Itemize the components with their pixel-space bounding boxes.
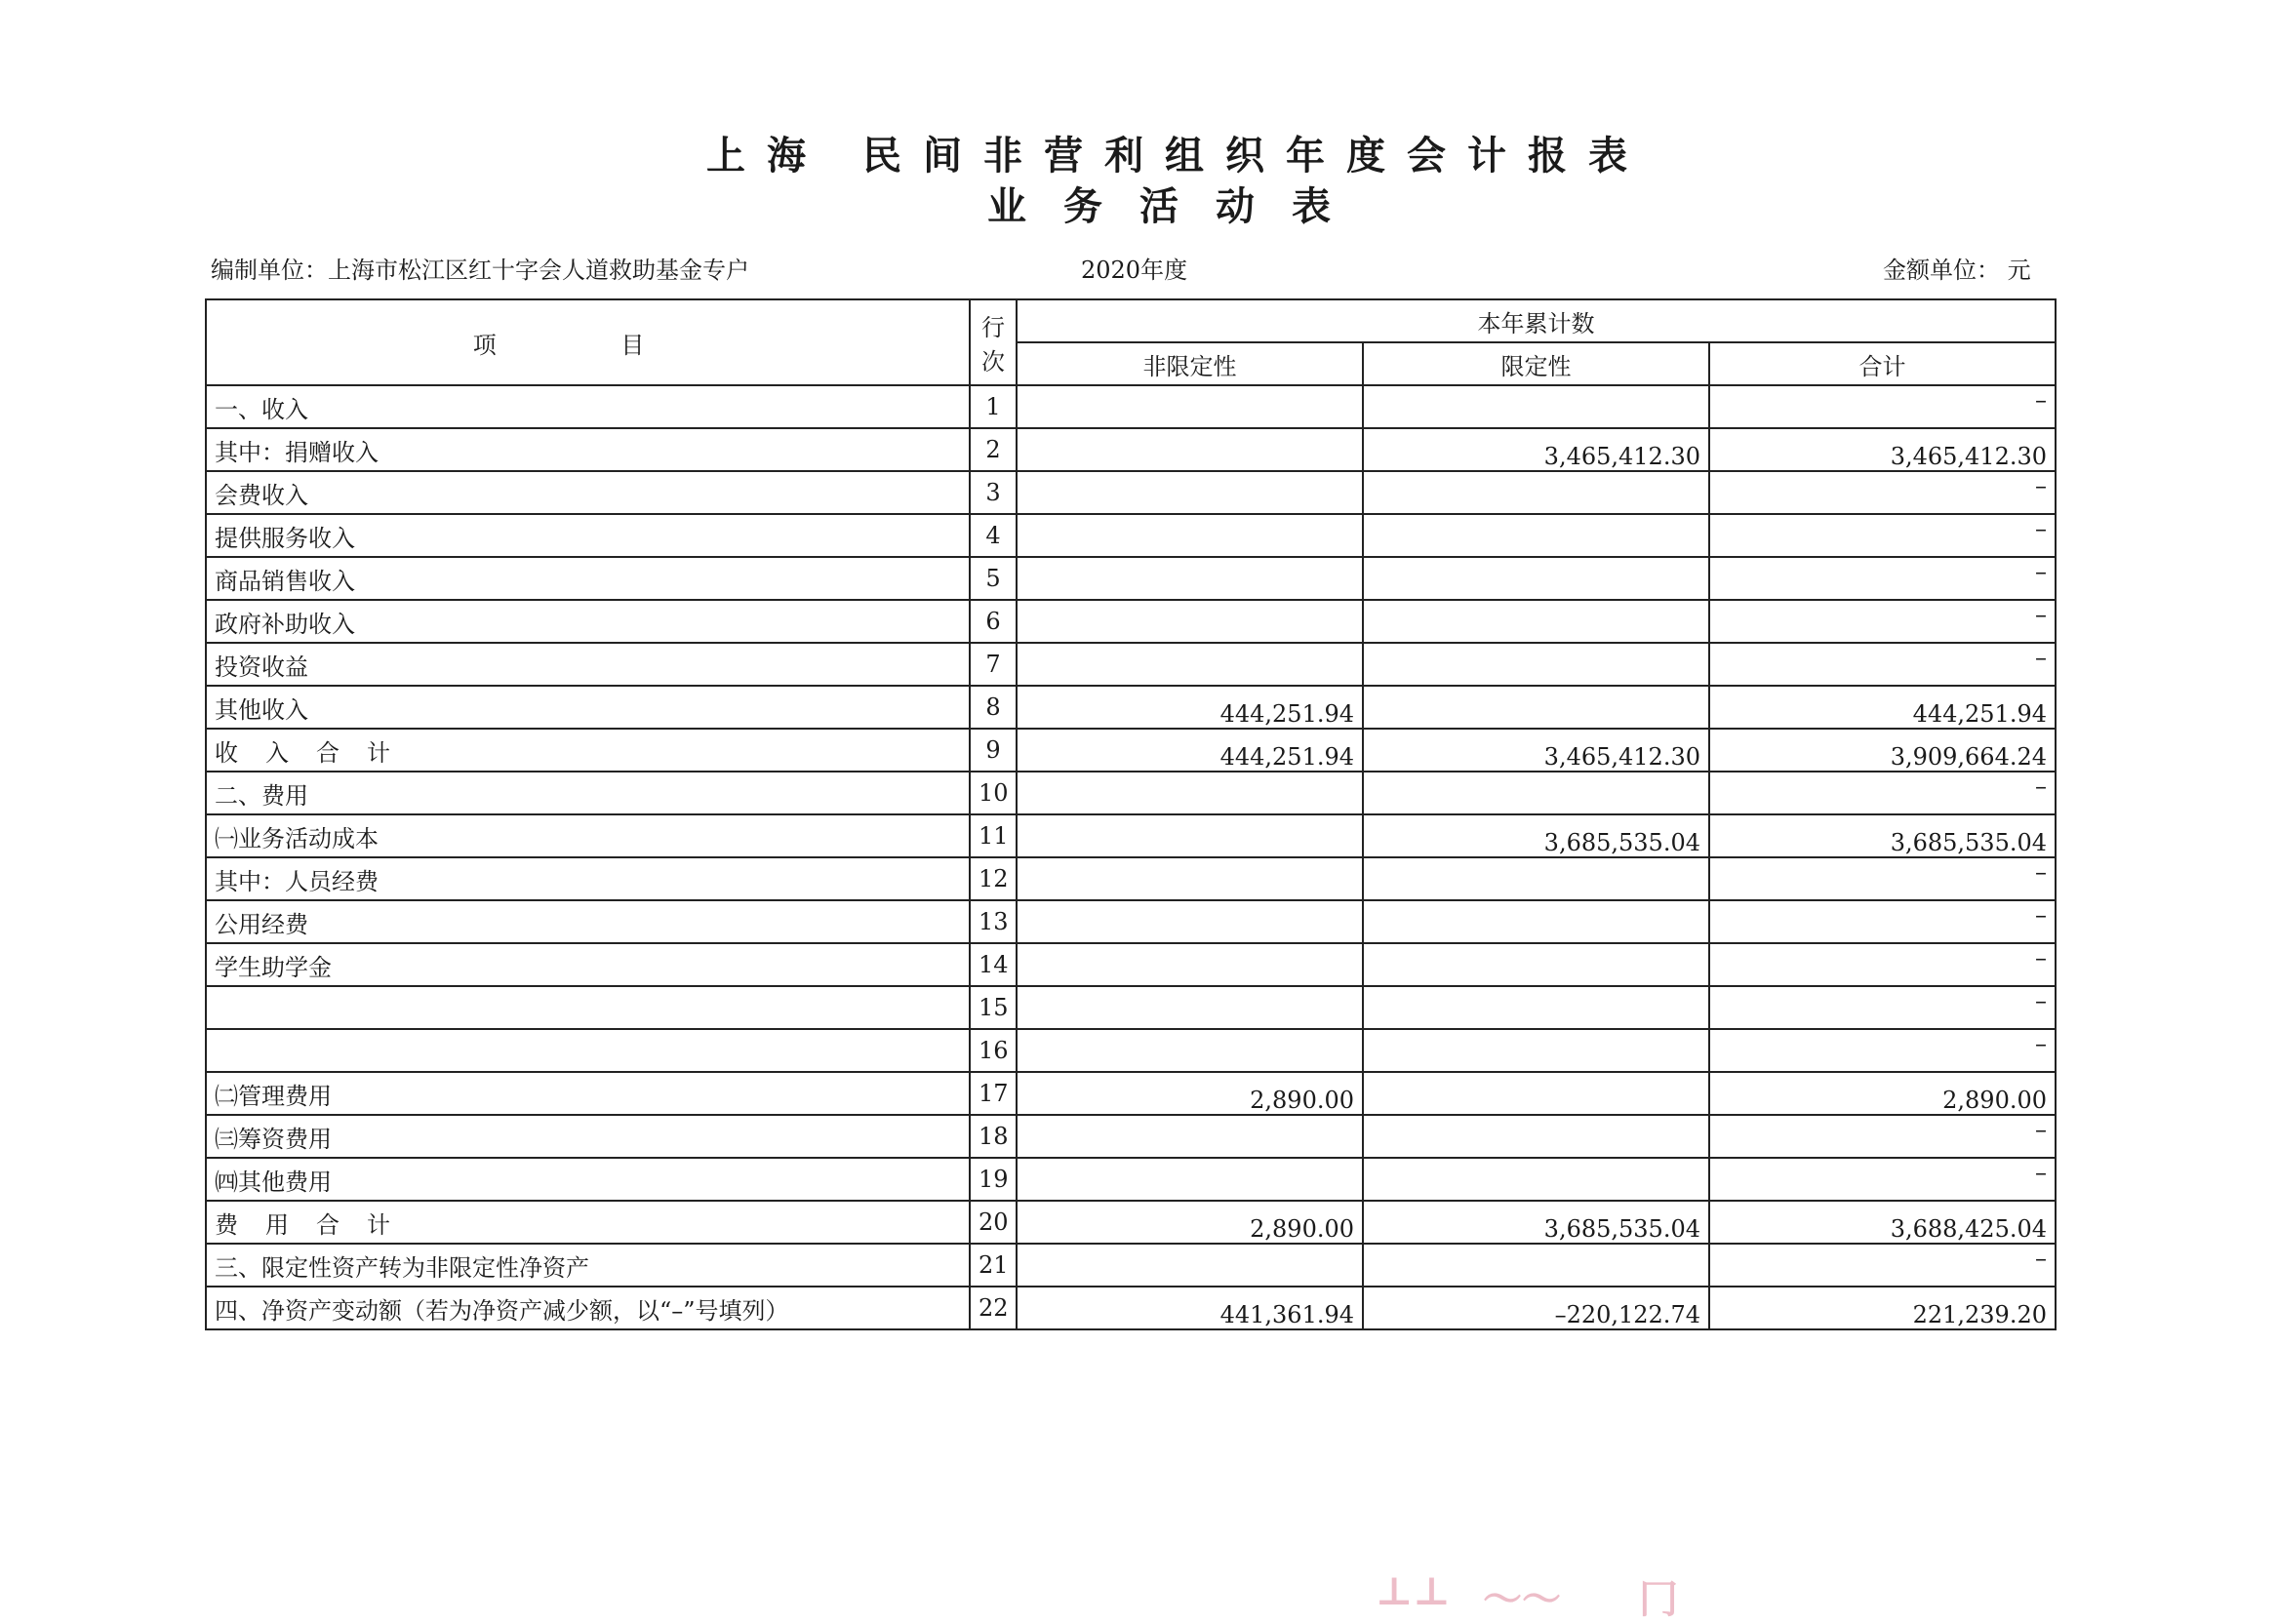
table-row — [206, 814, 2056, 857]
row-line: 10 — [970, 772, 1017, 814]
table-row — [206, 1158, 2056, 1201]
row-total: – — [1709, 385, 2056, 428]
row-unrestricted — [1017, 600, 1363, 643]
row-restricted: 3,465,412.30 — [1363, 428, 1709, 471]
row-line: 4 — [970, 514, 1017, 557]
row-item: 四、净资产变动额（若为净资产减少额，以“–”号填列） — [206, 1287, 970, 1329]
row-unrestricted — [1017, 1115, 1363, 1158]
table-row — [206, 1244, 2056, 1287]
row-unrestricted: 2,890.00 — [1017, 1072, 1363, 1115]
row-line: 6 — [970, 600, 1017, 643]
column-header-unrestricted: 非限定性 — [1017, 342, 1363, 385]
row-restricted — [1363, 857, 1709, 900]
row-total: – — [1709, 1029, 2056, 1072]
table-row — [206, 428, 2056, 471]
row-line: 3 — [970, 471, 1017, 514]
row-restricted — [1363, 1115, 1709, 1158]
row-total: 3,685,535.04 — [1709, 814, 2056, 857]
row-unrestricted — [1017, 1158, 1363, 1201]
row-line: 21 — [970, 1244, 1017, 1287]
row-restricted — [1363, 471, 1709, 514]
row-total: – — [1709, 986, 2056, 1029]
row-line: 8 — [970, 686, 1017, 729]
row-unrestricted — [1017, 1244, 1363, 1287]
row-total: – — [1709, 557, 2056, 600]
row-line: 2 — [970, 428, 1017, 471]
row-line: 18 — [970, 1115, 1017, 1158]
activity-statement-table — [205, 298, 2057, 1330]
row-unrestricted — [1017, 857, 1363, 900]
row-total: – — [1709, 600, 2056, 643]
row-total: 444,251.94 — [1709, 686, 2056, 729]
table-row — [206, 986, 2056, 1029]
row-total: 3,465,412.30 — [1709, 428, 2056, 471]
table-row-subtotal — [206, 1201, 2056, 1244]
row-unrestricted — [1017, 643, 1363, 686]
row-line: 20 — [970, 1201, 1017, 1244]
row-unrestricted — [1017, 814, 1363, 857]
row-line: 13 — [970, 900, 1017, 943]
row-restricted — [1363, 600, 1709, 643]
row-item: 其中：捐赠收入 — [206, 428, 970, 471]
row-total: – — [1709, 1158, 2056, 1201]
row-restricted — [1363, 986, 1709, 1029]
red-seal-fragment: ⊥⊥ — [1376, 1568, 1451, 1614]
row-total: – — [1709, 514, 2056, 557]
row-unrestricted — [1017, 471, 1363, 514]
red-seal-fragment: ～～ — [1483, 1576, 1561, 1622]
row-restricted — [1363, 557, 1709, 600]
row-item: 公用经费 — [206, 900, 970, 943]
table-row — [206, 943, 2056, 986]
row-unrestricted — [1017, 514, 1363, 557]
row-restricted — [1363, 772, 1709, 814]
table-row — [206, 385, 2056, 428]
row-unrestricted — [1017, 428, 1363, 471]
row-item: ㈣其他费用 — [206, 1158, 970, 1201]
row-restricted: 3,465,412.30 — [1363, 729, 1709, 772]
table-row — [206, 686, 2056, 729]
column-header-item: 项 目 — [206, 299, 970, 385]
table-row — [206, 557, 2056, 600]
row-item — [206, 1029, 970, 1072]
report-year: 2020年度 — [1081, 257, 1188, 284]
currency-unit: 金额单位： 元 — [1883, 257, 2031, 284]
row-restricted — [1363, 900, 1709, 943]
row-line: 17 — [970, 1072, 1017, 1115]
row-item — [206, 986, 970, 1029]
row-item: 二、费用 — [206, 772, 970, 814]
row-restricted: 3,685,535.04 — [1363, 814, 1709, 857]
row-total: – — [1709, 471, 2056, 514]
table-row — [206, 471, 2056, 514]
table-row-subtotal — [206, 729, 2056, 772]
row-line: 7 — [970, 643, 1017, 686]
row-item: 三、限定性资产转为非限定性净资产 — [206, 1244, 970, 1287]
row-restricted — [1363, 943, 1709, 986]
table-row — [206, 514, 2056, 557]
row-total: 2,890.00 — [1709, 1072, 2056, 1115]
preparing-unit: 编制单位：上海市松江区红十字会人道救助基金专户 — [211, 257, 749, 284]
row-unrestricted — [1017, 986, 1363, 1029]
row-item: 一、收入 — [206, 385, 970, 428]
table-body — [206, 385, 2056, 1329]
row-line: 22 — [970, 1287, 1017, 1329]
row-total: 3,688,425.04 — [1709, 1201, 2056, 1244]
row-line: 9 — [970, 729, 1017, 772]
row-total: – — [1709, 943, 2056, 986]
table-row — [206, 772, 2056, 814]
row-restricted — [1363, 686, 1709, 729]
row-total: – — [1709, 900, 2056, 943]
row-item: 学生助学金 — [206, 943, 970, 986]
table-row — [206, 1029, 2056, 1072]
row-item: 费用合计 — [206, 1201, 970, 1244]
row-restricted — [1363, 1244, 1709, 1287]
row-item: ㈡管理费用 — [206, 1072, 970, 1115]
row-total: – — [1709, 857, 2056, 900]
report-title: 上海 民间非营利组织年度会计报表 — [706, 133, 1649, 178]
row-line: 1 — [970, 385, 1017, 428]
row-total: 221,239.20 — [1709, 1287, 2056, 1329]
row-unrestricted — [1017, 900, 1363, 943]
row-item: 提供服务收入 — [206, 514, 970, 557]
row-line: 11 — [970, 814, 1017, 857]
row-total: – — [1709, 772, 2056, 814]
row-item: 投资收益 — [206, 643, 970, 686]
table-row — [206, 1287, 2056, 1329]
row-total: – — [1709, 643, 2056, 686]
red-seal-fragment: 冂 — [1639, 1576, 1678, 1622]
row-unrestricted — [1017, 385, 1363, 428]
table-row — [206, 600, 2056, 643]
row-restricted: –220,122.74 — [1363, 1287, 1709, 1329]
column-header-restricted: 限定性 — [1363, 342, 1709, 385]
row-total: 3,909,664.24 — [1709, 729, 2056, 772]
row-line: 19 — [970, 1158, 1017, 1201]
row-item: 会费收入 — [206, 471, 970, 514]
row-item: 政府补助收入 — [206, 600, 970, 643]
row-unrestricted: 441,361.94 — [1017, 1287, 1363, 1329]
row-restricted — [1363, 514, 1709, 557]
report-subtitle: 业务活动表 — [987, 183, 1368, 229]
row-item: 商品销售收入 — [206, 557, 970, 600]
table-row — [206, 643, 2056, 686]
row-unrestricted — [1017, 772, 1363, 814]
column-header-line: 行次 — [970, 299, 1017, 385]
row-restricted — [1363, 385, 1709, 428]
column-header-total: 合计 — [1709, 342, 2056, 385]
row-line: 14 — [970, 943, 1017, 986]
table-row — [206, 1115, 2056, 1158]
row-restricted: 3,685,535.04 — [1363, 1201, 1709, 1244]
table-row — [206, 857, 2056, 900]
table-row — [206, 900, 2056, 943]
row-unrestricted — [1017, 943, 1363, 986]
row-line: 16 — [970, 1029, 1017, 1072]
row-item: 其中：人员经费 — [206, 857, 970, 900]
row-restricted — [1363, 643, 1709, 686]
table-row — [206, 1072, 2056, 1115]
row-item: 收入合计 — [206, 729, 970, 772]
row-item: ㈠业务活动成本 — [206, 814, 970, 857]
row-restricted — [1363, 1029, 1709, 1072]
row-unrestricted: 444,251.94 — [1017, 686, 1363, 729]
row-line: 15 — [970, 986, 1017, 1029]
row-restricted — [1363, 1158, 1709, 1201]
row-unrestricted — [1017, 1029, 1363, 1072]
row-total: – — [1709, 1115, 2056, 1158]
row-unrestricted: 2,890.00 — [1017, 1201, 1363, 1244]
row-line: 5 — [970, 557, 1017, 600]
row-total: – — [1709, 1244, 2056, 1287]
column-header-group: 本年累计数 — [1017, 299, 2056, 342]
row-item: 其他收入 — [206, 686, 970, 729]
row-unrestricted: 444,251.94 — [1017, 729, 1363, 772]
row-restricted — [1363, 1072, 1709, 1115]
row-line: 12 — [970, 857, 1017, 900]
row-item: ㈢筹资费用 — [206, 1115, 970, 1158]
row-unrestricted — [1017, 557, 1363, 600]
